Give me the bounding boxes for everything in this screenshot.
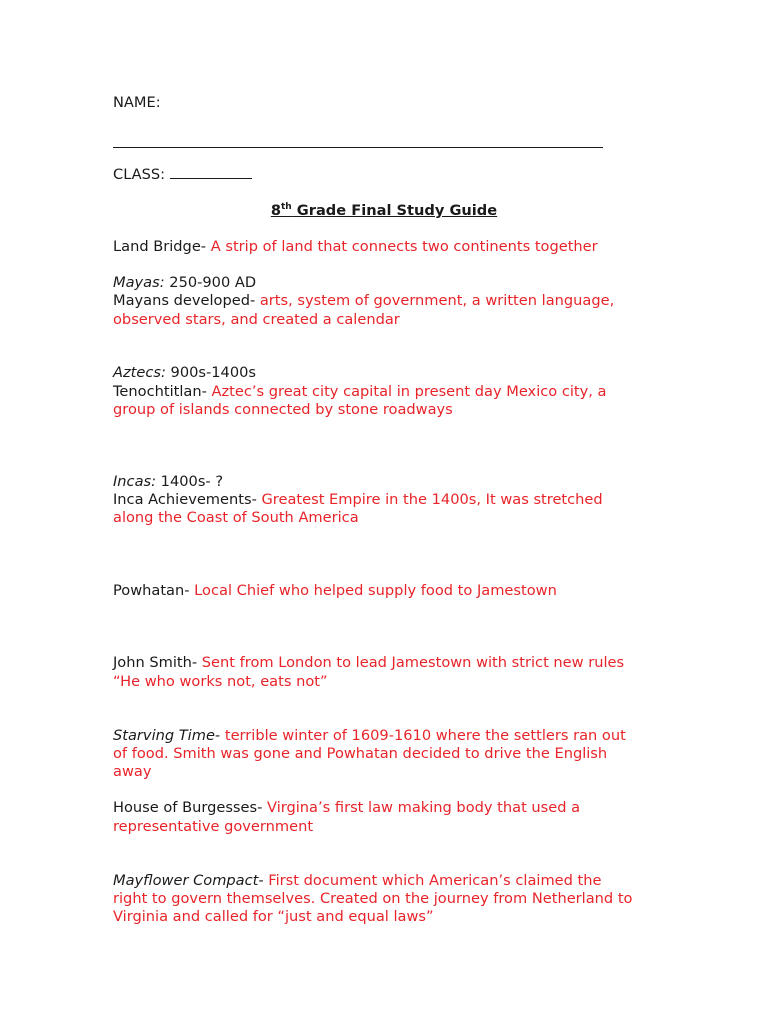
term-mayflower-compact: Mayflower Compact- — [113, 872, 264, 889]
name-label: NAME: — [113, 94, 161, 111]
definition-john-smith-line1: Sent from London to lead Jamestown with strict new rules — [197, 654, 625, 671]
class-blank-line — [170, 166, 252, 179]
entry-tenochtitlan — [113, 383, 607, 401]
term-tenochtitlan: Tenochtitlan- — [113, 383, 207, 400]
definition-mayflower-line3: Virginia and called for “just and equal laws” — [113, 908, 434, 925]
entry-starving-time — [113, 727, 626, 745]
entry-mayas — [113, 274, 256, 292]
entry-inca-achievements — [113, 491, 603, 509]
term-john-smith: John Smith- — [113, 654, 198, 671]
definition-mayans-line1: arts, system of government, a written language, — [255, 292, 615, 309]
class-label: CLASS: — [113, 166, 166, 183]
definition-john-smith-line2: “He who works not, eats not” — [113, 673, 328, 690]
term-aztecs: Aztecs: — [113, 364, 166, 381]
definition-mayflower-line2: right to govern themselves. Created on the journey from Netherland to — [113, 890, 633, 907]
title-superscript: th — [280, 202, 292, 213]
term-incas: Incas: — [113, 473, 157, 490]
dates-mayas: 250-900 AD — [164, 274, 257, 291]
definition-tenochtitlan-line1: Aztec’s great city capital in present day Mexico city, a — [206, 383, 607, 400]
definition-burgesses-line1: Virgina’s first law making body that used a — [262, 799, 581, 816]
definition-tenochtitlan-line2: group of islands connected by stone roadways — [113, 401, 453, 418]
definition-powhatan: Local Chief who helped supply food to Jamestown — [189, 582, 557, 599]
term-mayans-developed: Mayans developed- — [113, 292, 256, 309]
entry-mayflower-compact — [113, 872, 602, 890]
term-mayas: Mayas: — [113, 274, 165, 291]
definition-starving-time-line1: terrible winter of 1609-1610 where the settlers ran out — [220, 727, 626, 744]
term-starving-time: Starving Time- — [113, 727, 221, 744]
dates-aztecs: 900s-1400s — [165, 364, 256, 381]
definition-starving-time-line2: of food. Smith was gone and Powhatan decided to drive the English — [113, 745, 608, 762]
class-row — [113, 166, 252, 184]
entry-house-of-burgesses — [113, 799, 580, 817]
entry-powhatan — [113, 582, 557, 600]
term-land-bridge: Land Bridge- — [113, 238, 207, 255]
definition-inca-line2: along the Coast of South America — [113, 509, 359, 526]
page-title: 8th Grade Final Study Guide — [270, 202, 498, 219]
entry-incas — [113, 473, 223, 491]
definition-mayans-line2: observed stars, and created a calendar — [113, 311, 400, 328]
entry-john-smith — [113, 654, 624, 672]
entry-aztecs — [113, 364, 256, 382]
definition-mayflower-line1: First document which American’s claimed the — [263, 872, 602, 889]
name-blank-line — [113, 147, 603, 148]
entry-mayans-developed — [113, 292, 614, 310]
term-house-of-burgesses: House of Burgesses- — [113, 799, 263, 816]
term-powhatan: Powhatan- — [113, 582, 190, 599]
term-inca-achievements: Inca Achievements- — [113, 491, 257, 508]
definition-land-bridge: A strip of land that connects two continents together — [206, 238, 598, 255]
definition-burgesses-line2: representative government — [113, 818, 314, 835]
dates-incas: 1400s- ? — [156, 473, 224, 490]
entry-land-bridge — [113, 238, 598, 256]
definition-starving-time-line3: away — [113, 763, 152, 780]
definition-inca-line1: Greatest Empire in the 1400s, It was stretched — [256, 491, 603, 508]
